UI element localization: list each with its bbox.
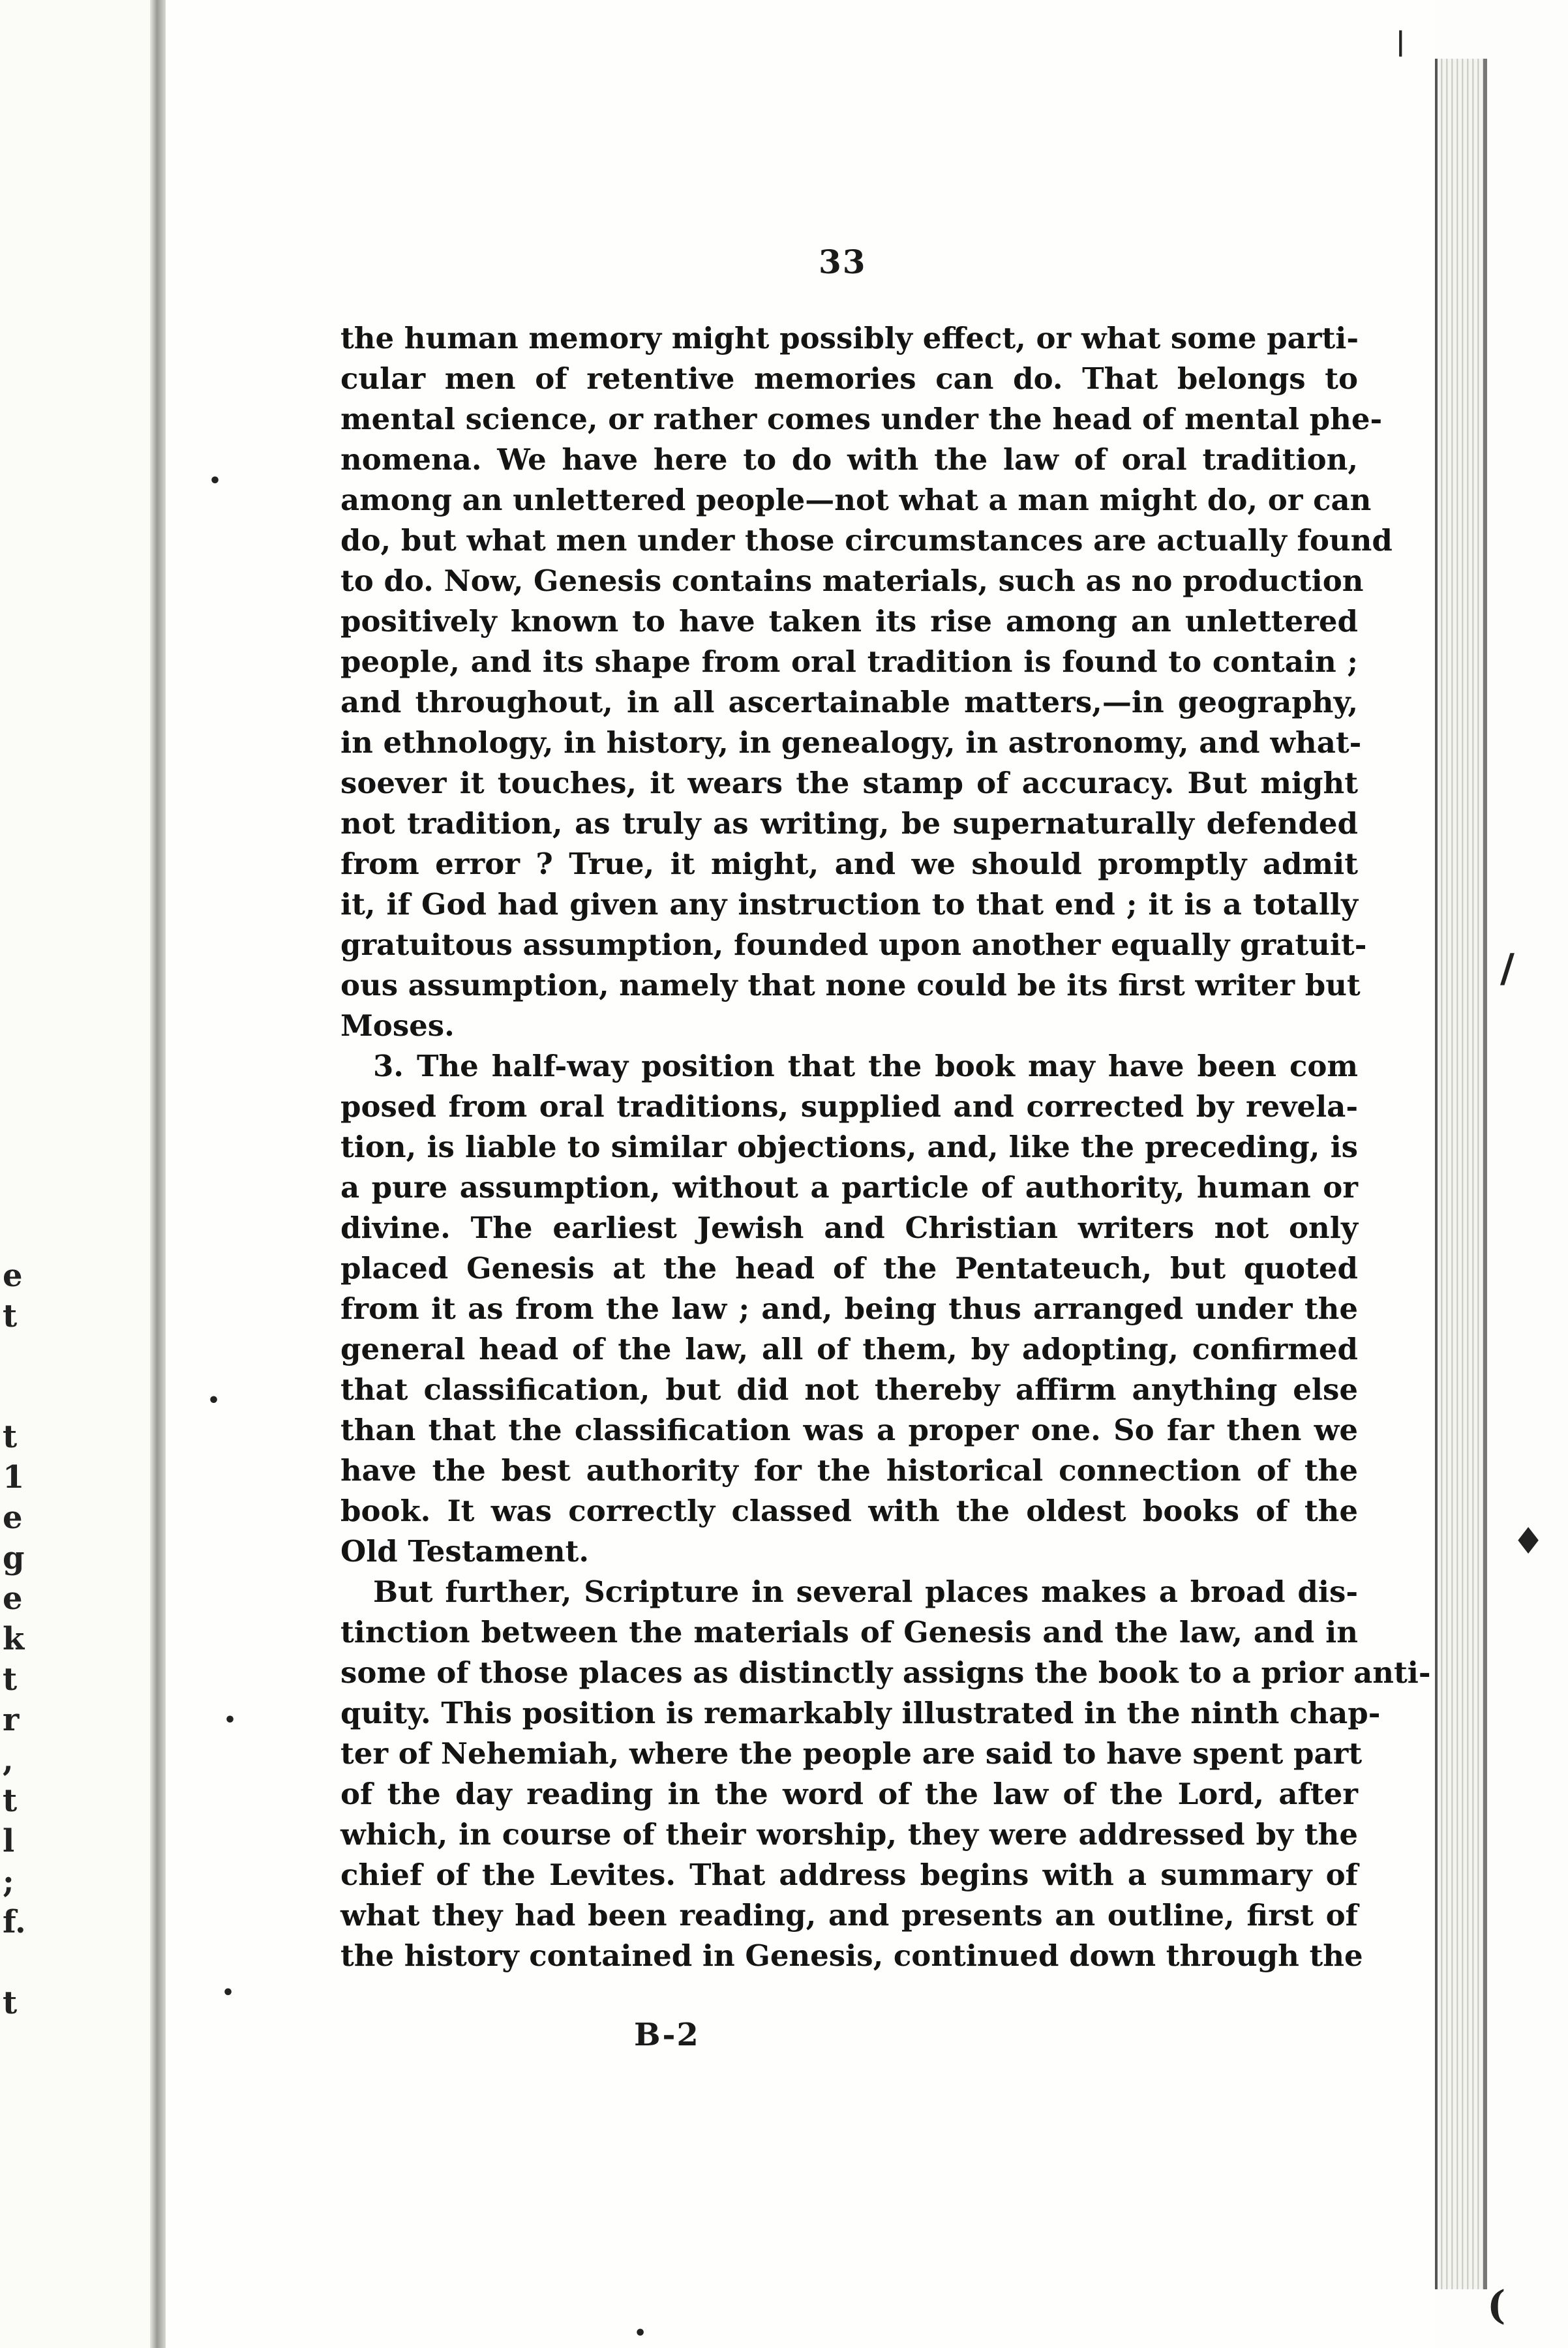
scan-speck: |	[1396, 26, 1406, 57]
text-line: and throughout, in all ascertainable matters,—in geography,	[340, 685, 1358, 719]
text-line: chief of the Levites. That address begins with a summary of	[340, 1858, 1358, 1892]
text-line: gratuitous assumption, founded upon another equally gratuit-	[340, 927, 1367, 962]
facing-fragment: ,	[3, 1742, 14, 1779]
body-text	[340, 318, 1431, 1976]
text-line: tinction between the materials of Genesis and the law, and in	[340, 1615, 1358, 1649]
facing-fragment: e	[3, 1499, 23, 1536]
text-line: to do. Now, Genesis contains materials, such as no production	[340, 564, 1364, 598]
text-line: cular men of retentive memories can do. That belongs to	[340, 361, 1358, 396]
text-line: it, if God had given any instruction to that end ; it is a totally	[340, 887, 1358, 922]
text-line: that classification, but did not thereby affirm anything else	[340, 1372, 1358, 1407]
facing-page-edge	[0, 0, 163, 2348]
text-line: some of those places as distinctly assigns the book to a prior anti-	[340, 1655, 1431, 1690]
signature-mark: B-2	[634, 2017, 700, 2053]
facing-fragment: e	[3, 1580, 23, 1617]
text-line: among an unlettered people—not what a man might do, or can	[340, 483, 1372, 517]
facing-fragment: 1	[3, 1459, 25, 1496]
facing-fragment: l	[3, 1823, 15, 1859]
facing-fragment: t	[3, 1985, 18, 2021]
text-line: quity. This position is remarkably illustrated in the ninth chap-	[340, 1696, 1381, 1730]
facing-fragment: r	[3, 1702, 20, 1738]
text-line: nomena. We have here to do with the law of oral tradition,	[340, 442, 1358, 477]
scan-speck: •	[207, 1389, 220, 1412]
text-line: a pure assumption, without a particle of authority, human or	[340, 1170, 1358, 1205]
text-line: posed from oral traditions, supplied and corrected by revela-	[340, 1089, 1358, 1124]
text-line: the history contained in Genesis, continued down through the	[340, 1938, 1363, 1973]
text-line: the human memory might possibly effect, or what some parti-	[340, 321, 1359, 355]
text-line: Moses.	[340, 1008, 455, 1043]
scan-speck: •	[634, 2322, 647, 2345]
page-edges	[1435, 59, 1483, 2289]
facing-page-text-fragments	[0, 0, 26, 2348]
facing-fragment: f.	[3, 1904, 26, 1940]
text-line: of the day reading in the word of the law of the Lord, after	[340, 1777, 1358, 1811]
text-line: do, but what men under those circumstances are actually found	[340, 523, 1393, 558]
scan-speck: ♦	[1512, 1520, 1545, 1563]
facing-fragment: g	[3, 1540, 25, 1576]
text-line: which, in course of their worship, they were addressed by the	[340, 1817, 1358, 1852]
text-line: from error ? True, it might, and we should promptly admit	[340, 847, 1358, 881]
scan-speck: (	[1487, 2283, 1506, 2328]
text-line: ter of Nehemiah, where the people are said to have spent part	[340, 1736, 1363, 1771]
text-line: than that the classification was a proper one. So far then we	[340, 1413, 1358, 1447]
text-line: But further, Scripture in several places makes a broad dis-	[373, 1574, 1358, 1609]
page-number: 33	[819, 243, 867, 281]
text-line: mental science, or rather comes under the head of mental phe-	[340, 402, 1383, 436]
facing-fragment: ;	[3, 1863, 14, 1900]
text-line: Old Testament.	[340, 1534, 590, 1569]
text-line: ous assumption, namely that none could be its first writer but	[340, 968, 1361, 1002]
facing-fragment: t	[3, 1661, 18, 1698]
text-line: placed Genesis at the head of the Pentateuch, but quoted	[340, 1251, 1358, 1286]
text-line: in ethnology, in history, in genealogy, in astronomy, and what-	[340, 725, 1362, 760]
text-line: have the best authority for the historical connection of the	[340, 1453, 1358, 1488]
facing-fragment: t	[3, 1783, 18, 1819]
text-line: general head of the law, all of them, by adopting, confirmed	[340, 1332, 1358, 1366]
text-line: positively known to have taken its rise among an unlettered	[340, 604, 1358, 639]
text-line: soever it touches, it wears the stamp of accuracy. But might	[340, 766, 1358, 800]
scan-speck: /	[1500, 946, 1515, 991]
scan-speck: •	[222, 1981, 235, 2004]
text-line: people, and its shape from oral tradition is found to contain ;	[340, 644, 1358, 679]
text-line: what they had been reading, and presents an outline, first of	[340, 1898, 1358, 1933]
text-line: from it as from the law ; and, being thus arranged under the	[340, 1291, 1358, 1326]
text-line: 3. The half-way position that the book may have been com	[373, 1049, 1358, 1083]
text-line: divine. The earliest Jewish and Christian writers not only	[340, 1211, 1358, 1245]
facing-fragment: t	[3, 1298, 18, 1334]
book-gutter	[150, 0, 166, 2348]
text-line: tion, is liable to similar objections, and, like the preceding, is	[340, 1130, 1358, 1164]
facing-fragment: e	[3, 1257, 23, 1294]
text-line: book. It was correctly classed with the oldest books of the	[340, 1494, 1358, 1528]
scan-speck: •	[224, 1709, 237, 1732]
facing-fragment: t	[3, 1419, 18, 1455]
facing-fragment: k	[3, 1621, 25, 1657]
text-line: not tradition, as truly as writing, be supernaturally defended	[340, 806, 1358, 841]
scan-speck: •	[209, 470, 222, 492]
